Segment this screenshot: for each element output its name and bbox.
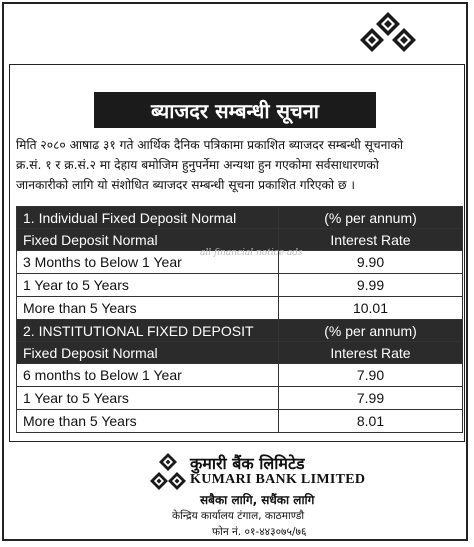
term-cell: 3 Months to Below 1 Year <box>17 251 279 274</box>
column-rate: Interest Rate <box>279 229 463 251</box>
table-row <box>17 410 463 433</box>
rate-cell: 8.01 <box>279 410 463 433</box>
bank-address: केन्द्रिय कार्यालय टंगाल, काठमाण्डौ <box>172 510 305 522</box>
intro-line: क्र.सं. १ र क्र.सं.२ मा देहाय बमोजिम हुनुपर्नेमा अन्यथा हुन गएकोमा सर्वसाधारणको <box>16 158 379 172</box>
section-unit: (% per annum) <box>279 320 463 342</box>
rate-cell: 10.01 <box>279 297 463 320</box>
notice-title: ब्याजदर सम्बन्धी सूचना <box>94 92 376 128</box>
notice-intro <box>16 135 466 195</box>
interest-rate-table <box>16 206 463 433</box>
section-unit: (% per annum) <box>279 207 463 229</box>
section-heading-row <box>17 207 463 229</box>
section-heading: 1. Individual Fixed Deposit Normal <box>17 207 279 229</box>
term-cell: More than 5 Years <box>17 297 279 320</box>
column-header-row <box>17 342 463 364</box>
rate-cell: 9.90 <box>279 251 463 274</box>
intro-line: जानकारीको लागि यो संशोधित ब्याजदर सम्बन्धी सूचना प्रकाशित गरिएको छ । <box>16 178 355 192</box>
rate-cell: 7.90 <box>279 364 463 387</box>
rate-cell: 7.99 <box>279 387 463 410</box>
term-cell: 1 Year to 5 Years <box>17 274 279 297</box>
term-cell: 1 Year to 5 Years <box>17 387 279 410</box>
bank-tagline: सबैका लागि, सधैंका लागि <box>200 493 315 507</box>
column-rate: Interest Rate <box>279 342 463 364</box>
section-heading-row <box>17 320 463 342</box>
intro-line: मिति २०८० आषाढ ३१ गते आर्थिक दैनिक पत्रिकामा प्रकाशित ब्याजदर सम्बन्धी सूचनाको <box>16 138 404 152</box>
table-row <box>17 274 463 297</box>
table-row <box>17 387 463 410</box>
section-heading: 2. INSTITUTIONAL FIXED DEPOSIT <box>17 320 279 342</box>
bank-name-english: KUMARI BANK LIMITED <box>190 472 366 487</box>
term-cell: 6 months to Below 1 Year <box>17 364 279 387</box>
watermark-text: all financial notice ads <box>200 248 303 258</box>
term-cell: More than 5 Years <box>17 410 279 433</box>
rate-cell: 9.99 <box>279 274 463 297</box>
kumari-diamond-logo-icon <box>348 10 428 66</box>
bank-phone: फोन नं. ०१-४४३०७५/७६ <box>212 526 307 538</box>
bank-name-nepali: कुमारी बैंक लिमिटेड <box>190 454 305 473</box>
table-row <box>17 364 463 387</box>
bank-logo-icon <box>150 452 186 496</box>
column-label: Fixed Deposit Normal <box>17 342 279 364</box>
table-row <box>17 297 463 320</box>
column-label: Fixed Deposit Normal <box>17 229 279 251</box>
